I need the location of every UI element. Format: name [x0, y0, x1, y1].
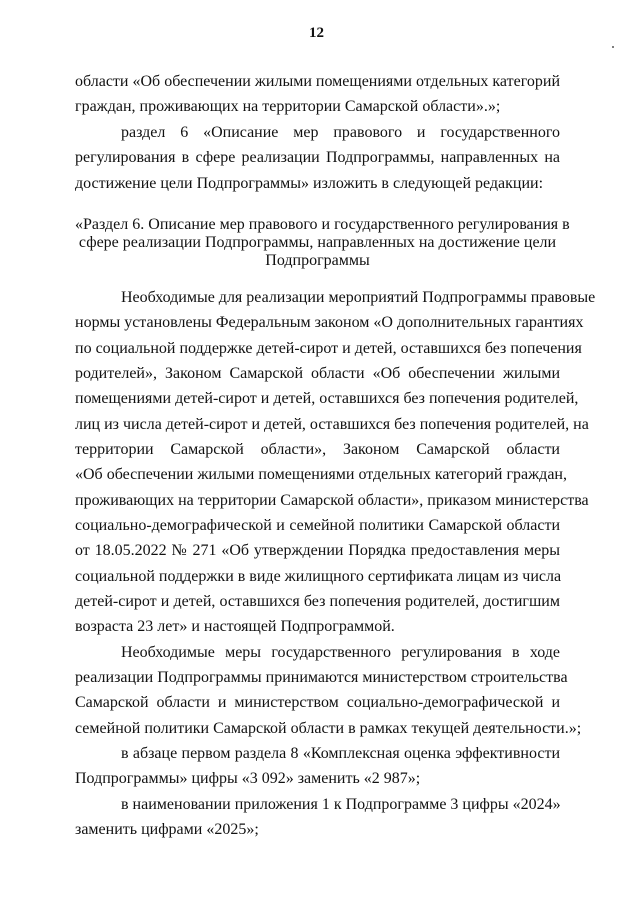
text-line: области «Об обеспечении жилыми помещениями отдельных категорий — [75, 73, 560, 90]
text-line: лиц из числа детей-сирот и детей, оставшихся без попечения родителей, на — [75, 416, 589, 433]
text-line: помещениями детей-сирот и детей, оставшихся без попечения родителей, — [75, 390, 579, 407]
text-line: по социальной поддержке детей-сирот и детей, оставшихся без попечения — [75, 340, 582, 357]
text-line: раздел 6 «Описание мер правового и государственного — [121, 124, 560, 141]
section-heading-line: «Раздел 6. Описание мер правового и государственного регулирования в — [75, 216, 570, 233]
scan-speck — [612, 46, 614, 48]
text-line: социальной поддержки в виде жилищного сертификата лицам из числа — [75, 568, 562, 585]
text-line: Самарской области и министерством социально-демографической и — [75, 694, 560, 711]
text-line: в наименовании приложения 1 к Подпрограмме 3 цифры «2024» — [121, 796, 561, 813]
text-line: Необходимые меры государственного регулирования в ходе — [121, 644, 560, 661]
text-line: возраста 23 лет» и настоящей Подпрограммой. — [75, 618, 395, 635]
section-heading-line: сфере реализации Подпрограммы, направленных на достижение цели — [78, 234, 557, 251]
text-line: территории Самарской области», Законом Самарской области — [75, 441, 560, 458]
text-line: «Об обеспечении жилыми помещениями отдельных категорий граждан, — [75, 466, 567, 483]
page-number: 12 — [309, 25, 324, 41]
text-line: регулирования в сфере реализации Подпрограммы, направленных на — [75, 149, 560, 166]
text-line: родителей», Законом Самарской области «Об обеспечении жилыми — [75, 365, 560, 382]
text-line: граждан, проживающих на территории Самарской области».»; — [75, 98, 501, 115]
text-line: социально-демографической и семейной политики Самарской области — [75, 517, 560, 534]
text-line: в абзаце первом раздела 8 «Комплексная оценка эффективности — [121, 745, 560, 762]
text-line: достижение цели Подпрограммы» изложить в следующей редакции: — [75, 175, 544, 192]
text-line: заменить цифрами «2025»; — [75, 821, 259, 838]
text-line: от 18.05.2022 № 271 «Об утверждении Порядка предоставления меры — [75, 542, 560, 559]
text-line: семейной политики Самарской области в рамках текущей деятельности.»; — [75, 720, 582, 737]
text-line: Необходимые для реализации мероприятий Подпрограммы правовые — [121, 289, 596, 306]
text-line: нормы установлены Федеральным законом «О дополнительных гарантиях — [75, 314, 584, 331]
text-line: проживающих на территории Самарской области», приказом министерства — [75, 492, 589, 509]
text-line: детей-сирот и детей, оставшихся без попечения родителей, достигшим — [75, 593, 560, 610]
text-line: реализации Подпрограммы принимаются министерством строительства — [75, 669, 568, 686]
section-heading-line: Подпрограммы — [265, 252, 370, 269]
text-line: Подпрограммы» цифры «3 092» заменить «2 987»; — [75, 770, 421, 787]
